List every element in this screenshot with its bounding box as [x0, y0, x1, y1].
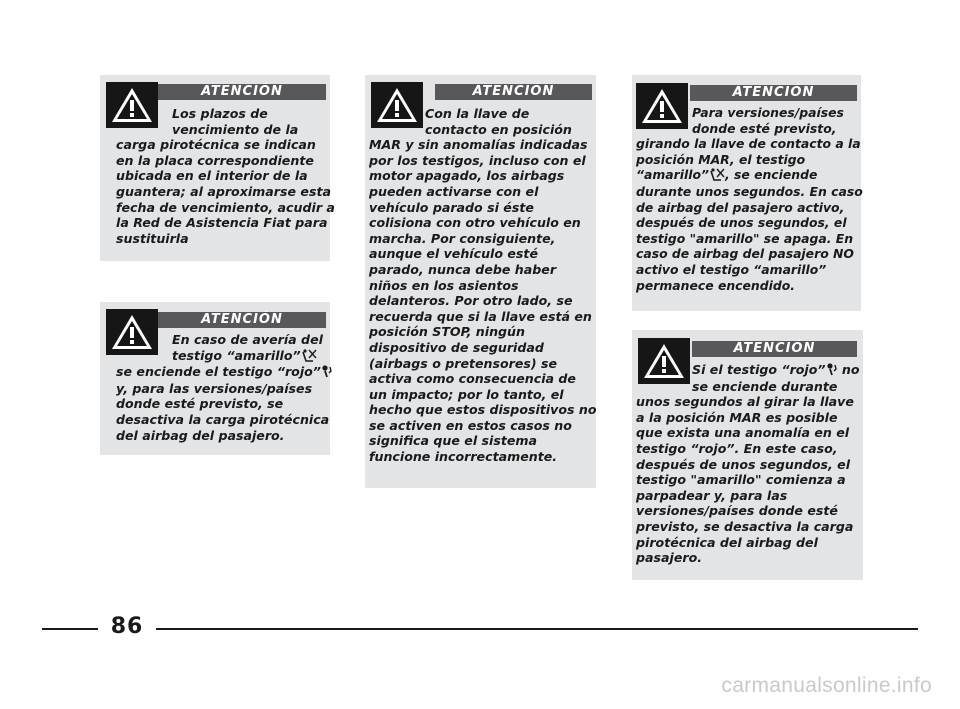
text-line: posición MAR, el testigo	[636, 151, 806, 167]
warning-heading: ATENCIÓN	[158, 312, 326, 328]
text-line: “amarillo”	[636, 167, 709, 183]
text-line: Con la llave de	[425, 106, 530, 121]
text-line: del airbag del pasajero.	[116, 427, 285, 443]
text-line: pirotécnica del airbag del	[636, 534, 818, 550]
warning-text	[116, 332, 330, 443]
text-line: después de unos segundos, el	[636, 215, 847, 231]
warning-box-1	[100, 75, 335, 261]
warning-heading: ATENCIÓN	[158, 84, 326, 100]
text-line: que exista una anomalía en el	[636, 425, 850, 441]
warning-box-4	[632, 75, 861, 311]
text-line: se enciende el testigo “rojo”	[116, 364, 321, 380]
text-line: activa como consecuencia de	[369, 371, 576, 387]
text-line: parado, nunca debe haber	[369, 261, 557, 277]
watermark: carmanualsonline.info	[721, 674, 932, 697]
page-number: 86	[110, 614, 144, 639]
text-line: significa que el sistema	[369, 433, 538, 449]
text-line: a la posición MAR es posible	[636, 409, 838, 425]
warning-text	[636, 105, 863, 293]
warning-box-2	[100, 302, 330, 455]
text-line: versiones/países donde esté	[636, 503, 838, 519]
text-line: después de unos segundos, el	[636, 456, 851, 472]
text-line: donde esté previsto,	[692, 120, 837, 136]
text-line: de airbag del pasajero activo,	[636, 199, 845, 215]
airbag-deactivated-icon	[709, 168, 725, 184]
text-line: Los plazos de	[172, 106, 268, 121]
text-line: por los testigos, incluso con el	[369, 152, 586, 168]
text-line: niños en los asientos	[369, 277, 519, 293]
text-line: (airbags o pretensores) se	[369, 355, 558, 371]
text-line: contacto en posición	[425, 121, 572, 137]
text-line: Para versiones/países	[692, 105, 844, 120]
text-line: no	[841, 362, 860, 377]
warning-text	[636, 362, 860, 566]
text-line: vehículo parado si éste	[369, 199, 534, 215]
warning-heading: ATENCIÓN	[435, 84, 592, 100]
text-line: MAR y sin anomalías indicadas	[369, 137, 588, 153]
text-line: en la placa correspondiente	[116, 152, 314, 168]
text-line: testigo "amarillo" comienza a	[636, 472, 846, 488]
footer-rule-right	[156, 628, 918, 630]
text-line: fecha de vencimiento, acudir a	[116, 199, 335, 215]
text-line: testigo "amarillo" se apaga. En	[636, 230, 854, 246]
text-line: testigo “amarillo”	[172, 347, 301, 363]
text-line: Si el testigo “rojo”	[692, 362, 826, 377]
text-line: girando la llave de contacto a la	[636, 136, 861, 152]
warning-heading: ATENCIÓN	[690, 85, 857, 101]
airbag-deactivated-icon	[301, 349, 317, 365]
warning-text	[116, 106, 335, 246]
text-line: guantera; al aproximarse esta	[116, 183, 331, 199]
warning-box-5	[632, 330, 863, 580]
text-line: se activen en estos casos no	[369, 417, 572, 433]
text-line: delanteros. Por otro lado, se	[369, 293, 573, 309]
footer-rule-left	[42, 628, 98, 630]
text-line: dispositivo de seguridad	[369, 339, 544, 355]
warning-box-3	[365, 75, 596, 488]
text-line: aunque el vehículo esté	[369, 246, 538, 262]
text-line: previsto, se desactiva la carga	[636, 518, 854, 534]
text-line: un impacto; por lo tanto, el	[369, 386, 564, 402]
text-line: ubicada en el interior de la	[116, 168, 308, 184]
airbag-icon	[826, 363, 838, 379]
text-line: testigo “rojo”. En este caso,	[636, 440, 838, 456]
text-line: posición STOP, ningún	[369, 324, 525, 340]
text-line: desactiva la carga pirotécnica	[116, 411, 330, 427]
text-line: pasajero.	[636, 550, 703, 566]
text-line: hecho que estos dispositivos no	[369, 402, 597, 418]
text-line: permanece encendido.	[636, 277, 795, 293]
airbag-icon	[321, 365, 333, 381]
text-line: unos segundos al girar la llave	[636, 394, 854, 410]
text-line: , se enciende	[724, 167, 818, 183]
text-line: donde esté previsto, se	[116, 396, 284, 412]
text-line: recuerda que si la llave está en	[369, 308, 592, 324]
text-line: carga pirotécnica se indican	[116, 137, 316, 153]
text-line: vencimiento de la	[172, 121, 299, 137]
text-line: y, para las versiones/países	[116, 380, 313, 396]
text-line: parpadear y, para las	[636, 487, 788, 503]
text-line: activo el testigo “amarillo”	[636, 261, 827, 277]
warning-heading: ATENCIÓN	[692, 341, 857, 357]
text-line: sustituirla	[116, 230, 189, 246]
text-line: marcha. Por consiguiente,	[369, 230, 556, 246]
text-line: pueden activarse con el	[369, 183, 539, 199]
text-line: caso de airbag del pasajero NO	[636, 246, 854, 262]
text-line: funcione incorrectamente.	[369, 449, 558, 465]
text-line: la Red de Asistencia Fiat para	[116, 215, 328, 231]
text-line: durante unos segundos. En caso	[636, 183, 863, 199]
text-line: colisiona con otro vehículo en	[369, 215, 581, 231]
text-line: se enciende durante	[692, 378, 838, 394]
warning-text	[369, 106, 597, 465]
text-line: motor apagado, los airbags	[369, 168, 565, 184]
text-line: En caso de avería del	[172, 332, 323, 347]
